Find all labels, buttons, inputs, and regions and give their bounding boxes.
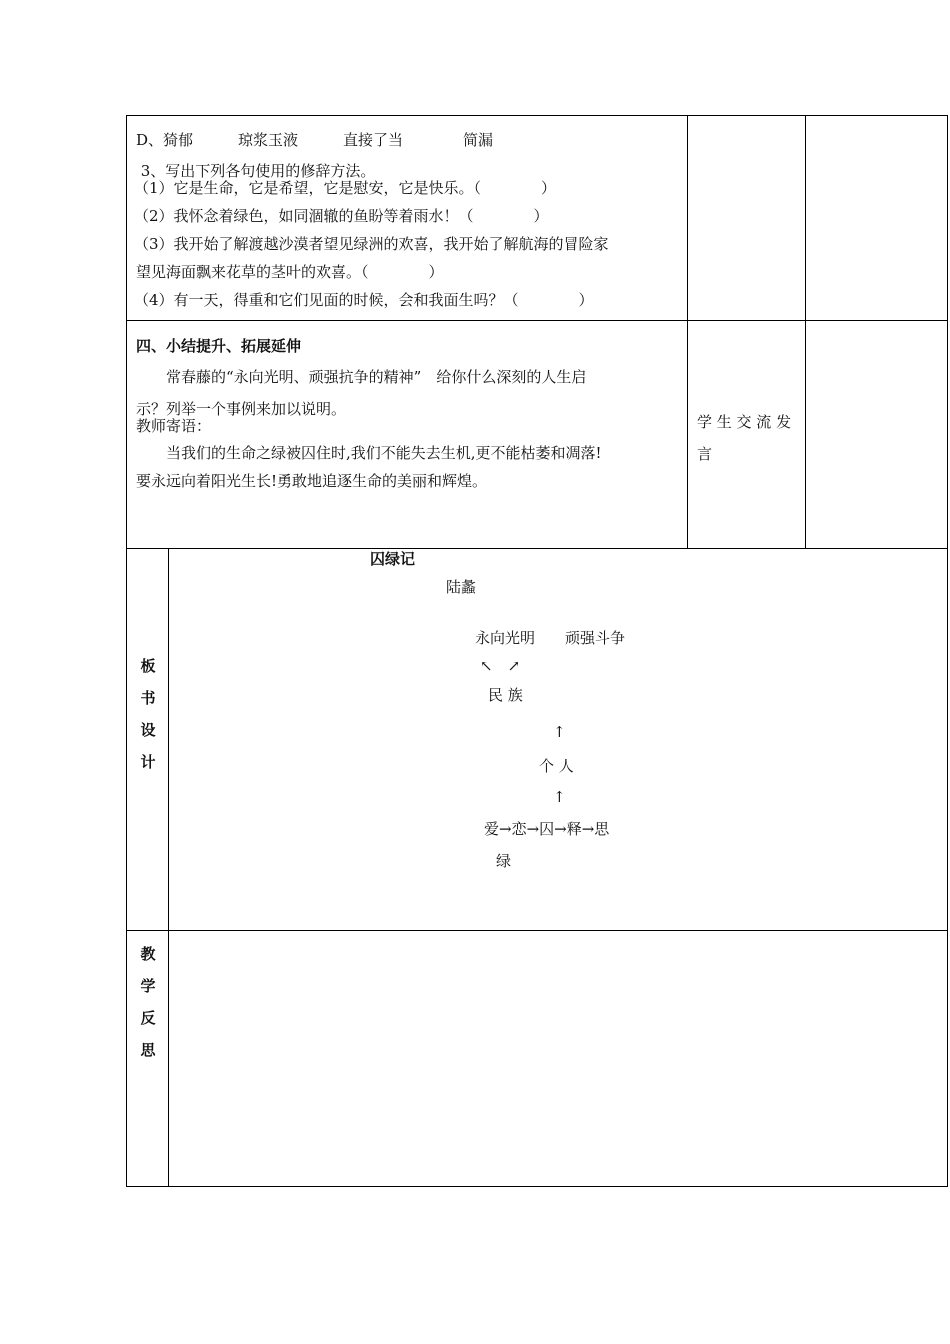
student-activity: 学 生 交 流 发 xyxy=(697,413,792,431)
reflection-question: 常春藤的“永向光明、顽强抗争的精神” 给你什么深刻的人生启 xyxy=(136,368,587,386)
table-row-divider xyxy=(126,320,948,321)
question-3-item-3-cont: 望见海面飘来花草的茎叶的欢喜。（ ） xyxy=(136,263,444,281)
question-3-item-1: （1）它是生命，它是希望，它是慰安，它是快乐。（ ） xyxy=(134,179,557,197)
board-arrow-1: ↑ xyxy=(553,723,566,741)
table-col-divider xyxy=(687,115,688,549)
table-row-divider xyxy=(126,548,948,549)
question-3-item-4: （4）有一天，得重和它们见面的时候，会和我面生吗？（ ） xyxy=(134,291,594,309)
reflection-question-cont: 示？列举一个事例来加以说明。 xyxy=(136,400,347,418)
table-label-divider xyxy=(168,548,169,1187)
question-3-item-2: （2）我怀念着绿色，如同涸辙的鱼盼等着雨水！（ ） xyxy=(134,207,549,225)
board-spirit: 永向光明 顽强斗争 xyxy=(475,629,626,647)
board-design-label: 板 书 设 计 xyxy=(140,657,156,771)
question-3-title: 3、写出下列各句使用的修辞方法。 xyxy=(136,162,376,180)
question-3-item-3: （3）我开始了解渡越沙漠者望见绿洲的欢喜，我开始了解航海的冒险家 xyxy=(134,235,609,253)
board-arrow-2: ↑ xyxy=(553,788,566,806)
table-border-bottom xyxy=(126,1186,948,1187)
teaching-reflection-label: 教 学 反 思 xyxy=(140,945,156,1059)
table-col-divider xyxy=(805,115,806,549)
board-nation: 民 族 xyxy=(488,686,523,704)
teacher-message: 当我们的生命之绿被囚住时,我们不能失去生机,更不能枯萎和凋落! xyxy=(136,444,602,462)
board-chain: 爱→恋→囚→释→思 xyxy=(484,820,610,838)
board-author: 陆蠡 xyxy=(446,578,477,596)
table-border-top xyxy=(126,115,948,116)
teacher-message-label: 教师寄语： xyxy=(136,417,212,435)
option-d: D、猗郁 琼浆玉液 直接了当 简漏 xyxy=(136,131,494,149)
board-green: 绿 xyxy=(496,852,512,870)
board-person: 个 人 xyxy=(539,757,574,775)
student-activity-cont: 言 xyxy=(697,445,713,463)
section-heading: 四、小结提升、拓展延伸 xyxy=(136,337,302,355)
table-border-right xyxy=(947,115,948,1187)
board-arrows-up: ↖ ↗ xyxy=(480,657,521,675)
teacher-message-cont: 要永远向着阳光生长!勇敢地追逐生命的美丽和辉煌。 xyxy=(136,472,488,490)
board-title: 囚绿记 xyxy=(370,550,416,568)
table-row-divider xyxy=(126,930,948,931)
table-border-left xyxy=(126,115,127,1187)
